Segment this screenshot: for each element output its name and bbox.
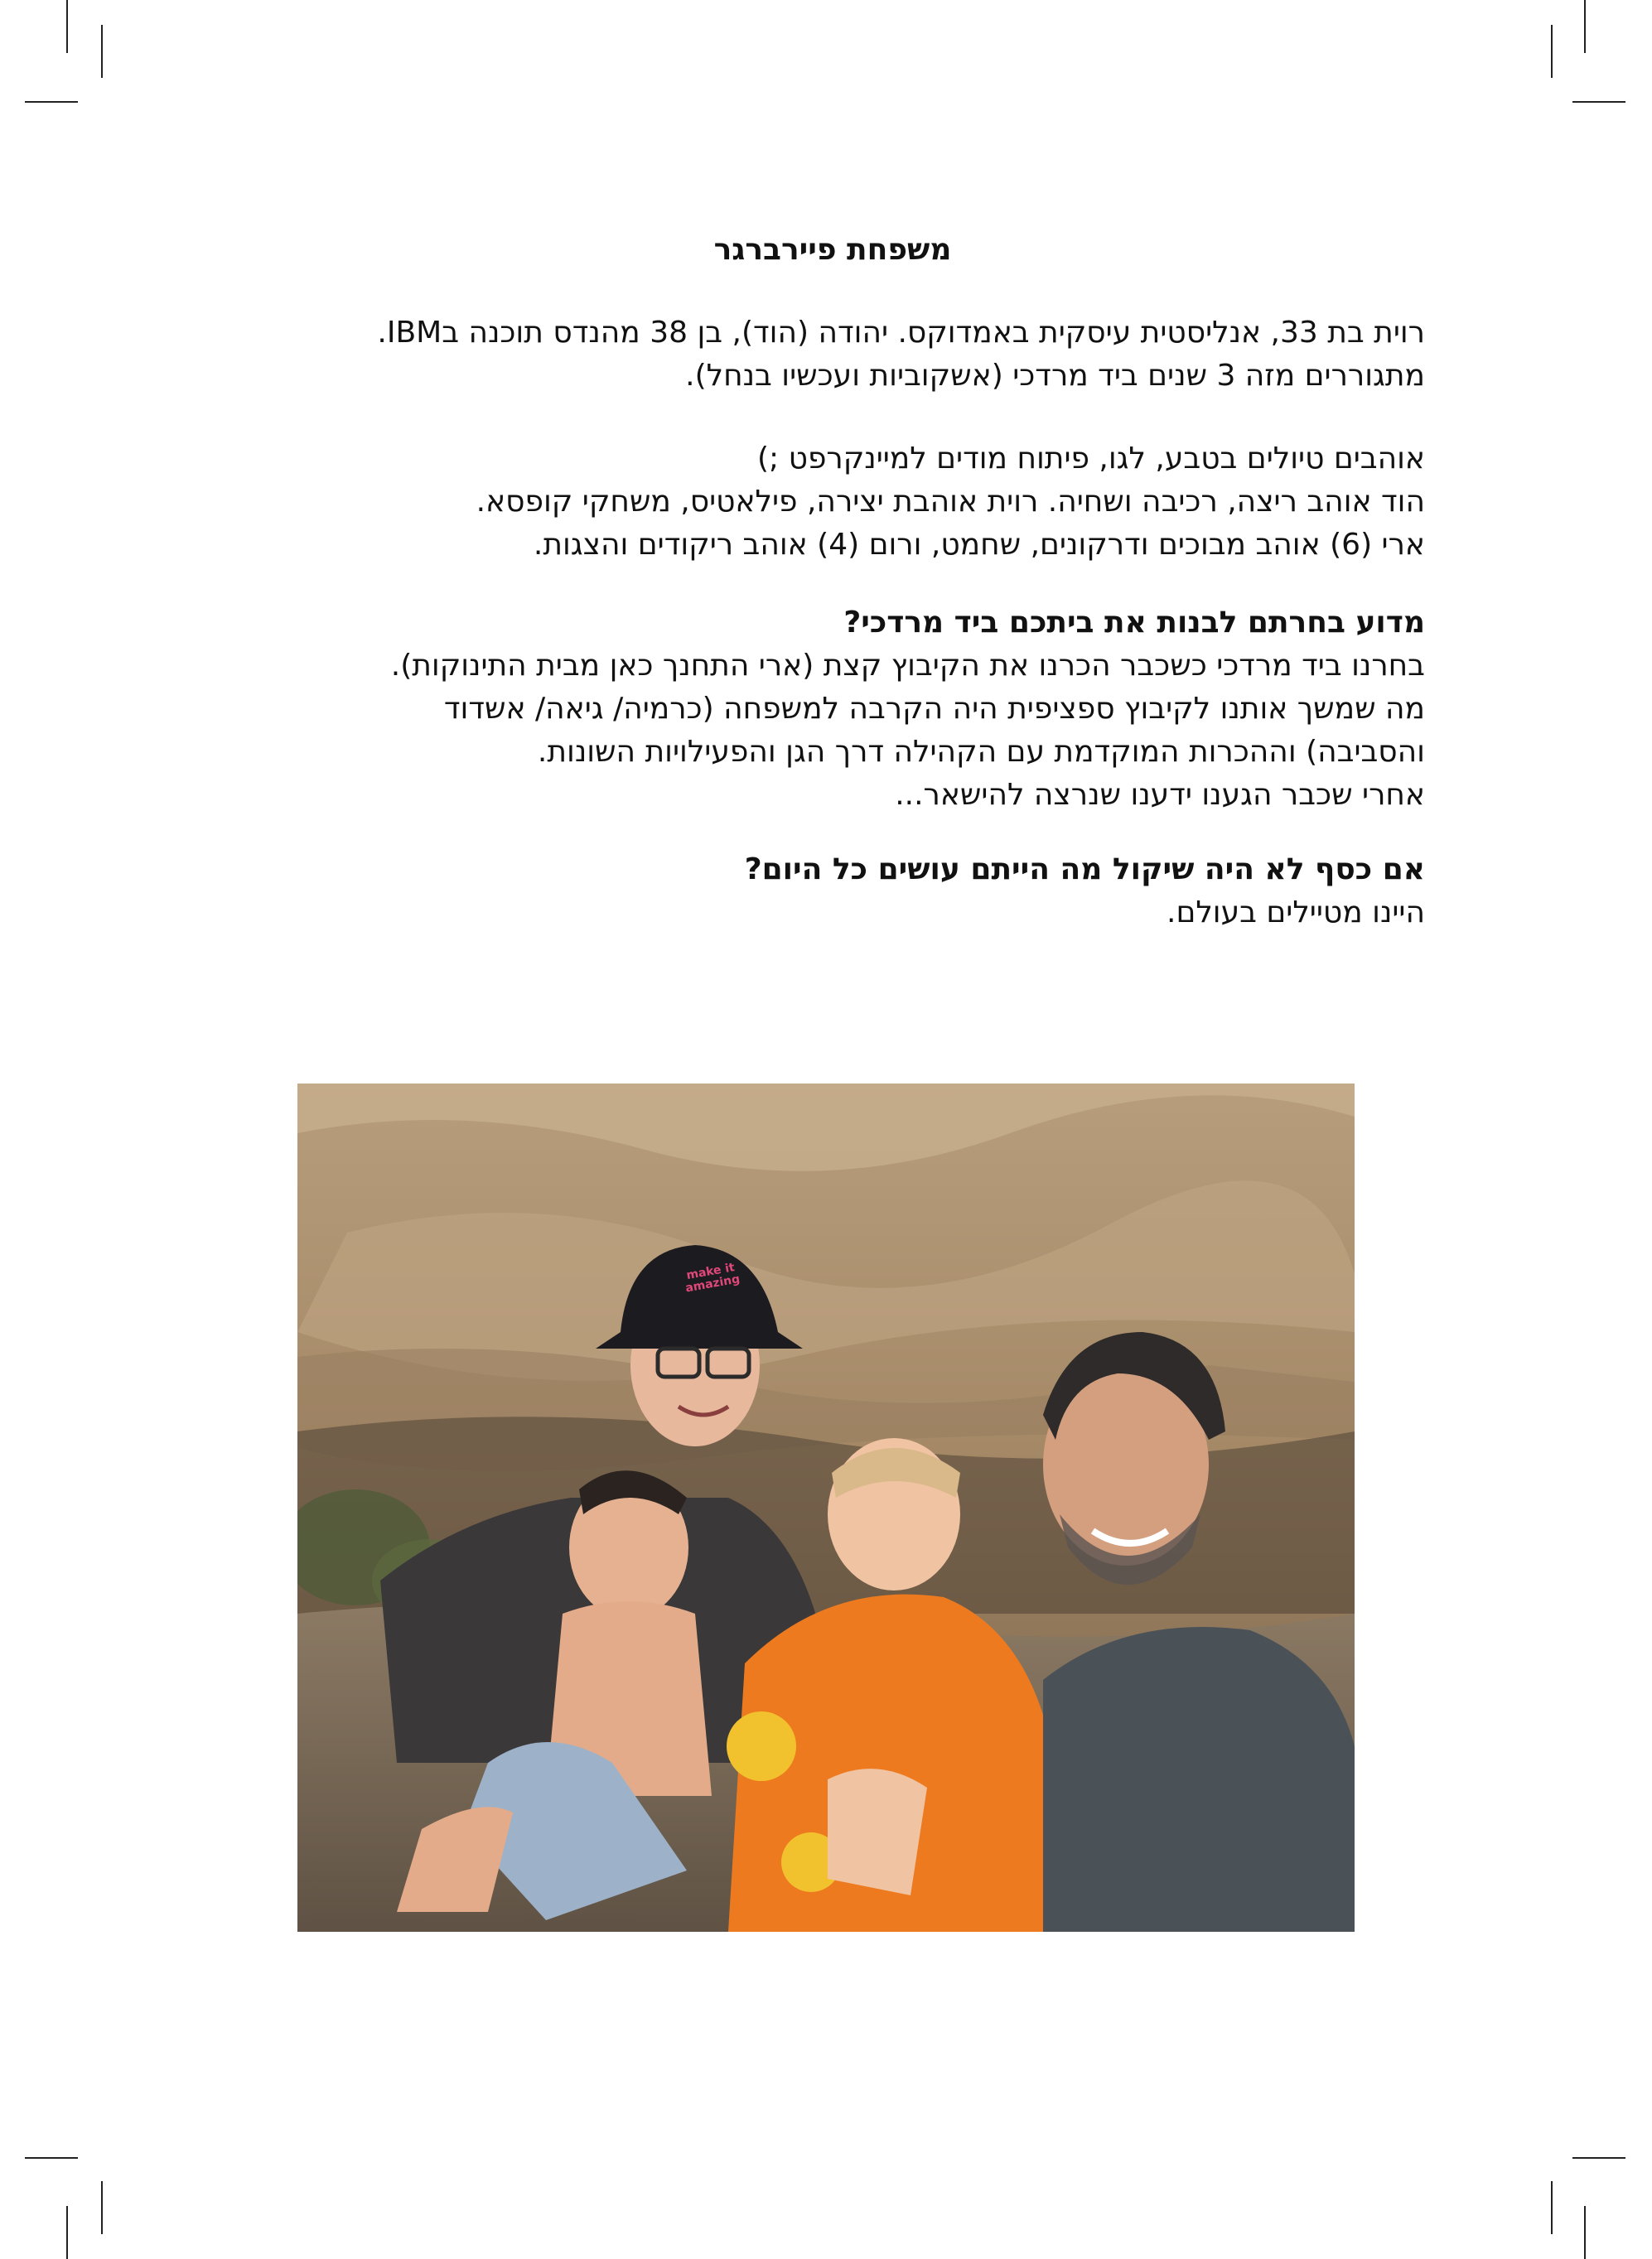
hobbies-line: ארי (6) אוהב מבוכים ודרקונים, שחמט, ורום (4) אוהב ריקודים והצגות. bbox=[533, 528, 1425, 562]
crop-mark bbox=[25, 2157, 78, 2159]
crop-mark bbox=[1551, 2181, 1553, 2234]
intro-paragraph bbox=[240, 311, 1425, 398]
crop-mark bbox=[66, 0, 68, 53]
dream-answer: היינו מטיילים בעולם. bbox=[1167, 895, 1425, 929]
hat-text: make it amazing bbox=[684, 1261, 741, 1296]
why-question: מדוע בחרתם לבנות את ביתכם ביד מרדכי? bbox=[843, 606, 1425, 640]
intro-line: מתגוררים מזה 3 שנים ביד מרדכי (אשקוביות ועכשיו בנחל). bbox=[685, 359, 1425, 393]
crop-mark bbox=[101, 25, 103, 78]
why-answer-line: אחרי שכבר הגענו ידענו שנרצה להישאר... bbox=[895, 778, 1425, 812]
hobbies-paragraph bbox=[240, 437, 1425, 567]
crop-mark bbox=[1584, 2206, 1586, 2259]
crop-mark bbox=[101, 2181, 103, 2234]
why-answer-line: והסביבה) וההכרות המוקדמת עם הקהילה דרך הגן והפעילויות השונות. bbox=[537, 735, 1425, 769]
crop-mark bbox=[1572, 101, 1625, 103]
dream-section bbox=[240, 848, 1425, 934]
crop-mark bbox=[1572, 2157, 1625, 2159]
hobbies-line: אוהבים טיולים בטבע, לגו, פיתוח מודים למיינקרפט ;) bbox=[756, 442, 1425, 475]
hobbies-line: הוד אוהב ריצה, רכיבה ושחיה. רוית אוהבת יצירה, פילאטיס, משחקי קופסא. bbox=[476, 485, 1425, 519]
intro-line: רוית בת 33, אנליסטית עיסקית באמדוקס. יהודה (הוד), בן 38 מהנדס תוכנה בIBM. bbox=[377, 316, 1425, 350]
crop-mark bbox=[1584, 0, 1586, 53]
family-photo bbox=[297, 1084, 1355, 1932]
why-answer-line: בחרנו ביד מרדכי כשכבר הכרנו את הקיבוץ קצת (ארי התחנך כאן מבית התינוקות). bbox=[390, 649, 1425, 683]
crop-mark bbox=[1551, 25, 1553, 78]
dream-question: אם כסף לא היה שיקול מה הייתם עושים כל היום? bbox=[744, 852, 1425, 886]
crop-mark bbox=[25, 101, 78, 103]
page-title: משפחת פיירברגר bbox=[713, 233, 952, 267]
crop-mark bbox=[66, 2206, 68, 2259]
why-section bbox=[240, 601, 1425, 817]
why-answer-line: מה שמשך אותנו לקיבוץ ספציפית היה הקרבה למשפחה (כרמיה/ גיאה/ אשדוד bbox=[443, 692, 1425, 726]
